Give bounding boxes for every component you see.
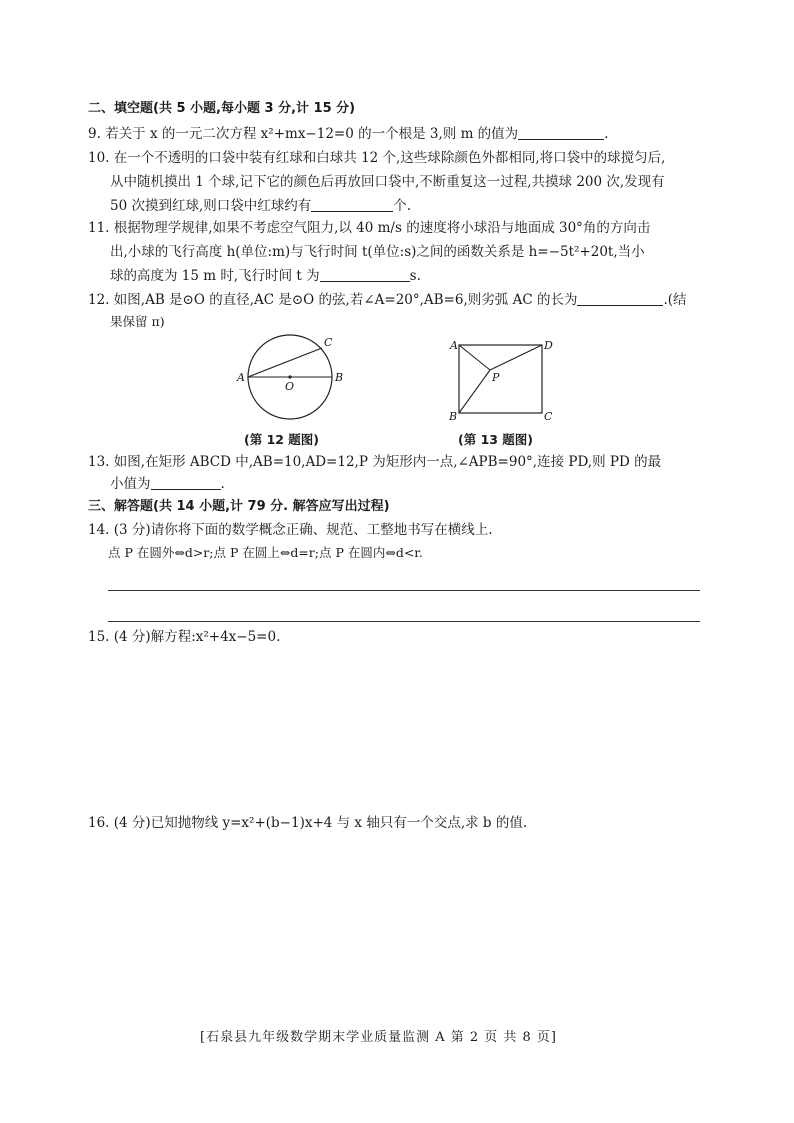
question-11-line2: 出,小球的飞行高度 h(单位:m)与飞行时间 t(单位:s)之间的函数关系是 h=−5t²+20t,当小 (110, 244, 645, 260)
figure-13-rectangle-diagram (447, 336, 562, 426)
label-b: B (449, 410, 458, 423)
question-10-line3 (110, 196, 411, 216)
section-heading-fill-in: 二、填空题(共 5 小题,每小题 3 分,计 15 分) (88, 101, 356, 116)
label-p: P (492, 371, 500, 384)
figure-13-caption: (第 13 题图) (458, 432, 534, 447)
label-d: D (544, 339, 553, 352)
question-number: 16. (88, 815, 110, 831)
question-number: 9. (88, 126, 101, 142)
question-number: 12. (88, 292, 110, 308)
question-text-line1: 如图,AB 是⊙O 的直径,AC 是⊙O 的弦,若∠A=20°,AB=6,则劣弧 AC 的长为 (113, 292, 578, 308)
question-10-line2: 从中随机摸出 1 个球,记下它的颜色后再放回口袋中,不断重复这一过程,共摸球 200 次,发现有 (110, 174, 665, 190)
label-c: C (324, 336, 333, 349)
question-text: (4 分)解方程:x²+4x−5=0. (113, 629, 281, 645)
question-number: 13. (88, 454, 110, 470)
answer-blank[interactable] (577, 291, 663, 306)
answer-blank[interactable] (320, 267, 410, 282)
question-number: 11. (88, 220, 110, 236)
answer-blank[interactable] (311, 197, 393, 212)
writing-line-1[interactable] (108, 590, 700, 591)
question-16 (88, 813, 527, 833)
question-end: .(结 (663, 292, 687, 308)
question-11 (88, 218, 650, 238)
question-end: . (220, 476, 225, 492)
question-9 (88, 124, 608, 144)
question-14 (88, 520, 493, 540)
question-11-line3 (110, 266, 421, 286)
question-end: 个. (393, 198, 412, 214)
question-number: 10. (88, 150, 110, 166)
figure-12-caption: (第 12 题图) (244, 432, 320, 447)
figure-12-circle-diagram (225, 328, 355, 428)
question-text-line2: 小值为 (110, 476, 151, 492)
section-heading-answer: 三、解答题(共 14 小题,计 79 分. 解答应写出过程) (88, 499, 390, 514)
question-text: (3 分)请你将下面的数学概念正确、规范、工整地书写在横线上. (113, 522, 493, 538)
question-15 (88, 627, 280, 647)
writing-line-2[interactable] (108, 621, 700, 622)
segment-ap (459, 345, 490, 370)
answer-blank[interactable] (518, 125, 604, 140)
question-number: 15. (88, 629, 110, 645)
question-end: s. (409, 268, 421, 284)
page-footer: [石泉县九年级数学期末学业质量监测 A 第 2 页 共 8 页] (200, 1030, 558, 1045)
question-13 (88, 452, 661, 472)
center-point-o (288, 375, 291, 378)
question-text-line1: 根据物理学规律,如果不考虑空气阻力,以 40 m/s 的速度将小球沿与地面成 30°角的方向击 (113, 220, 651, 236)
question-10 (88, 148, 665, 168)
question-text: (4 分)已知抛物线 y=x²+(b−1)x+4 与 x 轴只有一个交点,求 b 的值. (113, 815, 528, 831)
question-13-line2 (110, 474, 225, 494)
answer-blank[interactable] (151, 475, 221, 490)
question-text-line1: 在一个不透明的口袋中装有红球和白球共 12 个,这些球除颜色外都相同,将口袋中的球搅匀后, (113, 150, 666, 166)
label-b: B (335, 371, 344, 384)
question-12-line2: 果保留 π) (110, 314, 165, 329)
label-c: C (544, 410, 553, 423)
question-text-line3: 50 次摸到红球,则口袋中红球约有 (110, 198, 312, 214)
question-number: 14. (88, 522, 110, 538)
chord-ac (248, 348, 322, 377)
question-text: 若关于 x 的一元二次方程 x²+mx−12=0 的一个根是 3,则 m 的值为 (105, 126, 519, 142)
question-end: . (604, 126, 609, 142)
label-o: O (285, 380, 295, 393)
label-a: A (450, 339, 458, 352)
question-text-line3: 球的高度为 15 m 时,飞行时间 t 为 (110, 268, 320, 284)
segment-pd (490, 345, 542, 370)
question-12 (88, 290, 687, 310)
question-14-concept: 点 P 在圆外⇔d>r;点 P 在圆上⇔d=r;点 P 在圆内⇔d<r. (108, 545, 423, 560)
label-a: A (237, 371, 245, 384)
question-text-line1: 如图,在矩形 ABCD 中,AB=10,AD=12,P 为矩形内一点,∠APB=90°,连接 PD,则 PD 的最 (113, 454, 662, 470)
segment-bp (459, 370, 490, 413)
